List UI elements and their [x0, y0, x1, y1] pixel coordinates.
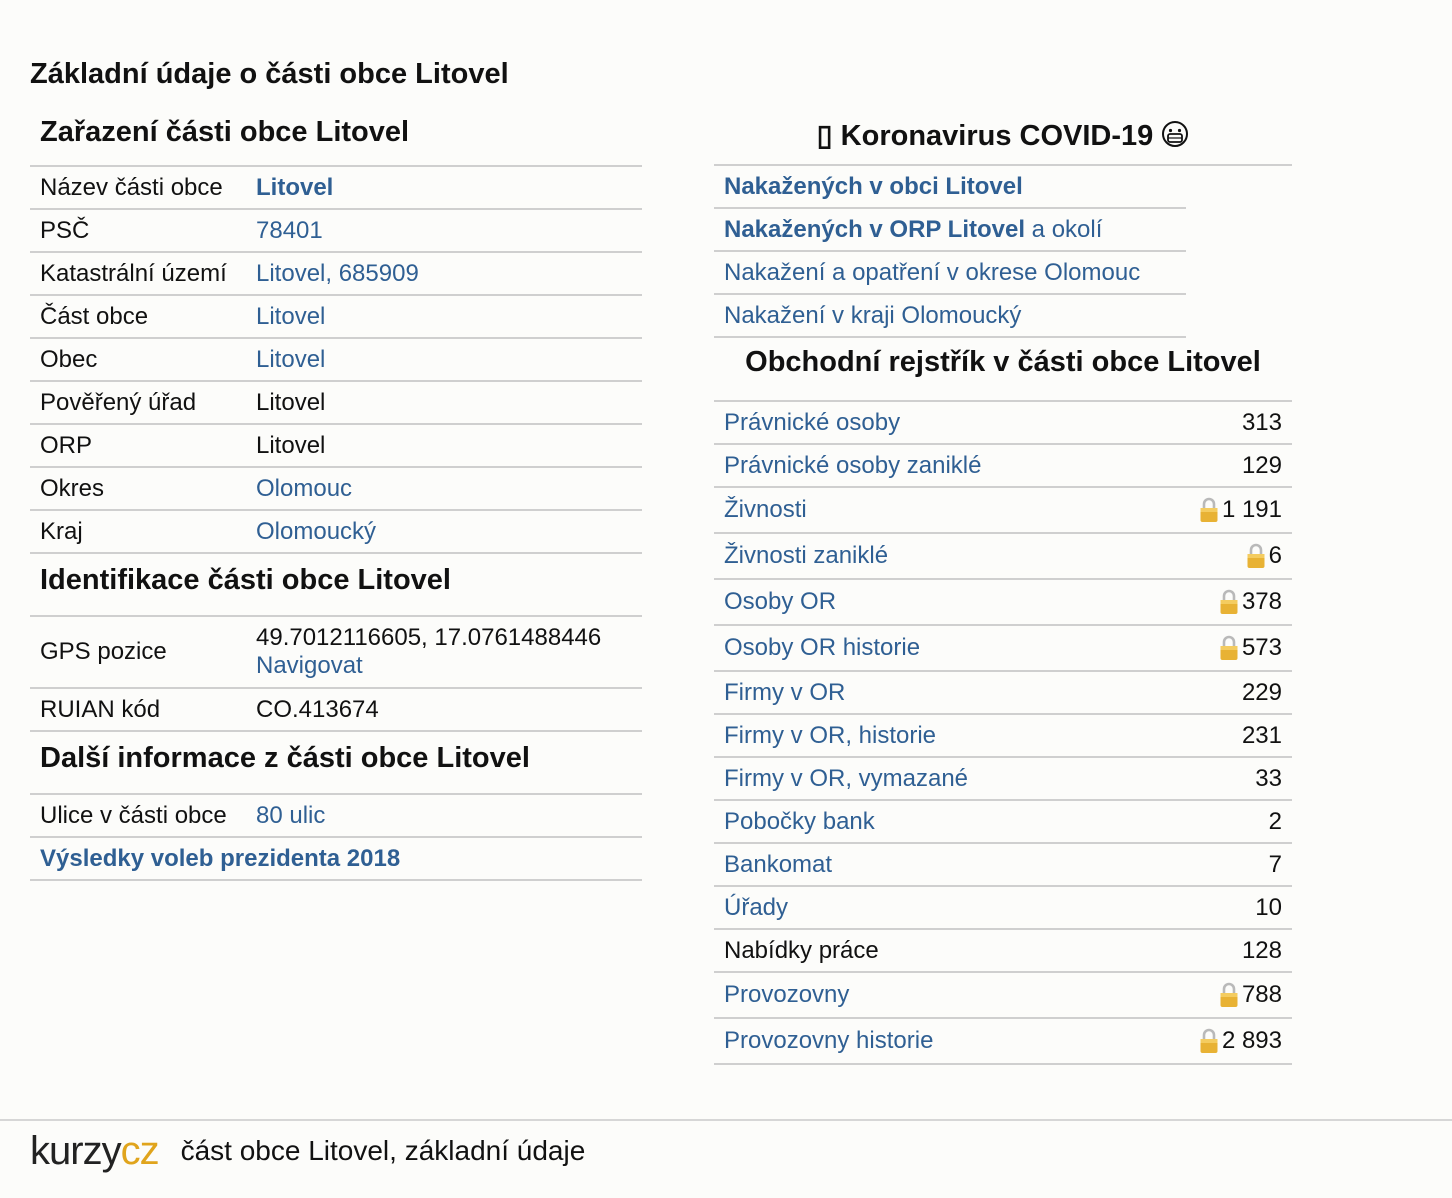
katastralni-uzemi-link[interactable]: Litovel, 685909	[256, 259, 419, 287]
rejstrik-row	[714, 715, 1292, 758]
rejstrik-label[interactable]: Osoby OR	[724, 588, 837, 615]
lock-icon[interactable]	[1199, 497, 1219, 523]
cast-obce-link[interactable]: Litovel	[256, 302, 326, 330]
covid-heading-text: Koronavirus COVID-19	[840, 120, 1154, 152]
row-label: Název části obce	[40, 173, 223, 201]
rejstrik-label[interactable]: Firmy v OR, historie	[724, 721, 937, 749]
rejstrik-row	[714, 626, 1292, 672]
table-row	[30, 617, 642, 689]
rejstrik-count: 7	[1268, 850, 1282, 878]
row-label: Obec	[40, 345, 98, 373]
right-column	[714, 112, 1292, 1065]
rejstrik-label[interactable]: Firmy v OR	[724, 678, 846, 706]
rejstrik-row	[714, 973, 1292, 1019]
rejstrik-count-cell	[1219, 981, 1282, 1009]
table-row	[30, 511, 642, 554]
rejstrik-count-cell	[1242, 409, 1282, 437]
rejstrik-label[interactable]: Provozovny historie	[724, 1027, 934, 1054]
dalsi-heading: Další informace z části obce Litovel	[30, 732, 642, 795]
rejstrik-row	[714, 488, 1292, 534]
lock-icon[interactable]	[1246, 543, 1266, 569]
rejstrik-count: 231	[1241, 721, 1282, 749]
gps-coordinates: 49.7012116605, 17.0761488446	[256, 624, 602, 651]
rejstrik-label[interactable]: Osoby OR historie	[724, 634, 921, 661]
table-row	[30, 253, 642, 296]
rejstrik-count-cell	[1242, 937, 1282, 965]
cast-obce-name-link[interactable]: Litovel	[256, 173, 334, 201]
rejstrik-label[interactable]: Bankomat	[724, 850, 833, 878]
kurzy-logo[interactable]	[30, 1129, 159, 1174]
ulice-link[interactable]: 80 ulic	[256, 801, 326, 829]
nakazenych-orp-bold: Nakažených v ORP Litovel	[724, 215, 1026, 243]
rejstrik-row	[714, 580, 1292, 626]
rejstrik-row	[714, 1019, 1292, 1065]
row-label: Katastrální území	[40, 259, 227, 287]
table-row	[30, 838, 642, 881]
rejstrik-count-cell	[1269, 808, 1282, 836]
footer-text: část obce Litovel, základní údaje	[180, 1135, 586, 1166]
left-column	[30, 112, 642, 881]
page-title: Základní údaje o části obce Litovel	[30, 58, 509, 90]
poverenny-urad-value: Litovel	[256, 388, 326, 416]
covid-row	[714, 166, 1186, 209]
rejstrik-count: 2	[1268, 807, 1282, 835]
rejstrik-label: Nabídky práce	[724, 936, 879, 964]
rejstrik-count-cell	[1219, 634, 1282, 662]
rejstrik-row	[714, 534, 1292, 580]
row-label: Ulice v části obce	[40, 801, 227, 829]
psc-link[interactable]: 78401	[256, 216, 323, 244]
lock-icon[interactable]	[1219, 635, 1239, 661]
rejstrik-count: 229	[1241, 678, 1282, 706]
rejstrik-row	[714, 402, 1292, 445]
table-row	[30, 468, 642, 511]
row-label: Kraj	[40, 517, 83, 545]
footer	[30, 1128, 585, 1174]
rejstrik-count: 1 191	[1221, 496, 1282, 523]
okres-link[interactable]: Olomouc	[256, 474, 353, 502]
rejstrik-count-cell	[1255, 765, 1282, 793]
row-label: RUIAN kód	[40, 695, 161, 723]
row-label: Okres	[40, 474, 105, 502]
rejstrik-count: 378	[1241, 588, 1282, 615]
nakazenych-orp-link[interactable]	[724, 216, 1102, 244]
rejstrik-label[interactable]: Právnické osoby	[724, 408, 901, 436]
rejstrik-label[interactable]: Provozovny	[724, 981, 850, 1008]
rejstrik-row	[714, 844, 1292, 887]
gps-cell	[256, 624, 632, 680]
rejstrik-count-cell	[1219, 588, 1282, 616]
rejstrik-label[interactable]: Pobočky bank	[724, 807, 875, 835]
face-mask-icon	[1161, 120, 1189, 156]
logo-part2: cz	[120, 1128, 159, 1173]
table-row	[30, 167, 642, 210]
row-label: Část obce	[40, 302, 149, 330]
table-row	[30, 382, 642, 425]
covid-row	[714, 295, 1186, 338]
nakazenych-obec-link[interactable]: Nakažených v obci Litovel	[724, 172, 1023, 200]
logo-part1: kurzy	[30, 1128, 121, 1173]
covid-heading	[714, 112, 1292, 166]
rejstrik-count-cell	[1242, 452, 1282, 480]
nakazenych-orp-rest: a okolí	[1025, 215, 1103, 243]
identifikace-heading: Identifikace části obce Litovel	[30, 554, 642, 617]
row-label: ORP	[40, 431, 93, 459]
rejstrik-count: 6	[1268, 542, 1282, 569]
rejstrik-count: 128	[1241, 936, 1282, 964]
row-label: Pověřený úřad	[40, 388, 197, 416]
kraj-link[interactable]: Olomoucký	[256, 517, 377, 545]
lock-icon[interactable]	[1219, 589, 1239, 615]
covid-prefix-glyph: ▯	[816, 120, 833, 152]
rejstrik-count: 313	[1241, 408, 1282, 436]
zarazeni-table	[30, 167, 642, 554]
rejstrik-count-cell	[1199, 1027, 1282, 1055]
rejstrik-count: 10	[1255, 893, 1282, 921]
table-row	[30, 339, 642, 382]
rejstrik-count: 2 893	[1221, 1027, 1282, 1054]
navigovat-link[interactable]: Navigovat	[256, 652, 363, 679]
covid-row	[714, 252, 1186, 295]
rejstrik-count: 129	[1241, 451, 1282, 479]
zarazeni-heading: Zařazení části obce Litovel	[30, 112, 642, 167]
rejstrik-count: 573	[1241, 634, 1282, 661]
rejstrik-count: 33	[1255, 764, 1282, 792]
obec-link[interactable]: Litovel	[256, 345, 326, 373]
rejstrik-table	[714, 402, 1292, 1065]
row-label: PSČ	[40, 216, 90, 244]
rejstrik-row	[714, 672, 1292, 715]
rejstrik-count-cell	[1199, 496, 1282, 524]
table-row	[30, 296, 642, 339]
ruian-value: CO.413674	[256, 695, 379, 723]
nakazeni-kraj-link[interactable]: Nakažení v kraji Olomoucký	[724, 301, 1022, 329]
rejstrik-label[interactable]: Právnické osoby zaniklé	[724, 451, 982, 479]
row-label: GPS pozice	[40, 638, 167, 665]
covid-row	[714, 209, 1186, 252]
table-row	[30, 425, 642, 468]
rejstrik-count: 788	[1241, 981, 1282, 1008]
rejstrik-row	[714, 801, 1292, 844]
volby-prezidenta-link[interactable]: Výsledky voleb prezidenta 2018	[40, 844, 401, 872]
rejstrik-heading: Obchodní rejstřík v části obce Litovel	[714, 338, 1292, 402]
lock-icon[interactable]	[1219, 982, 1239, 1008]
nakazeni-okres-link[interactable]: Nakažení a opatření v okrese Olomouc	[724, 258, 1141, 286]
rejstrik-label[interactable]: Úřady	[724, 893, 789, 921]
rejstrik-count-cell	[1255, 894, 1282, 922]
orp-value: Litovel	[256, 431, 326, 459]
rejstrik-count-cell	[1269, 851, 1282, 879]
table-row	[30, 689, 642, 732]
lock-icon[interactable]	[1199, 1028, 1219, 1054]
table-row	[30, 210, 642, 253]
rejstrik-label[interactable]: Živnosti	[724, 496, 807, 523]
rejstrik-count-cell	[1242, 679, 1282, 707]
rejstrik-count-cell	[1246, 542, 1282, 570]
rejstrik-row	[714, 758, 1292, 801]
footer-divider	[0, 1119, 1452, 1121]
rejstrik-label[interactable]: Živnosti zaniklé	[724, 542, 889, 569]
rejstrik-count-cell	[1242, 722, 1282, 750]
rejstrik-row	[714, 445, 1292, 488]
rejstrik-label[interactable]: Firmy v OR, vymazané	[724, 764, 969, 792]
rejstrik-row	[714, 930, 1292, 973]
table-row	[30, 795, 642, 838]
rejstrik-row	[714, 887, 1292, 930]
